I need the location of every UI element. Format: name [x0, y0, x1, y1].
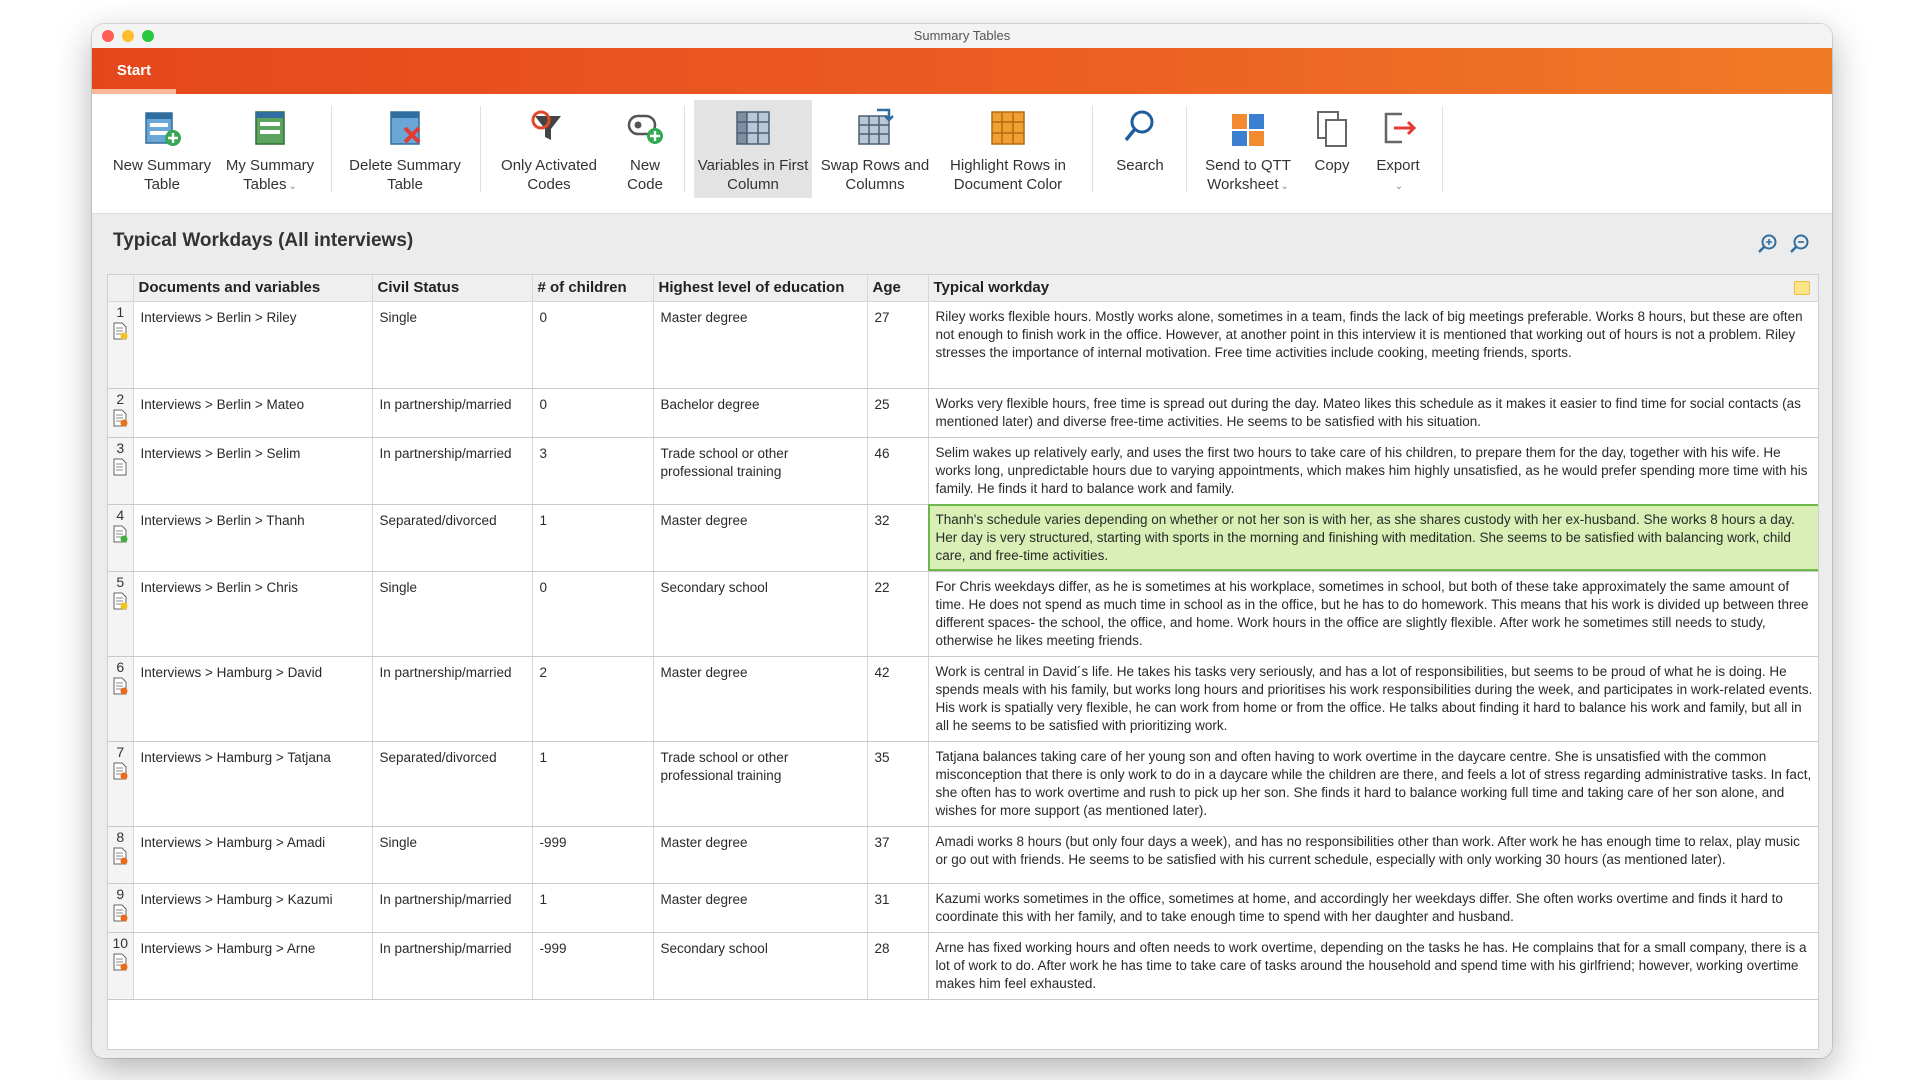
my-summary-tables-text: My Summary Tables — [225, 157, 315, 193]
only-activated-codes-button[interactable] — [490, 100, 608, 198]
document-cell[interactable]: Interviews > Berlin > Thanh — [133, 504, 372, 571]
variables-first-column-button[interactable] — [694, 100, 812, 198]
document-cell[interactable]: Interviews > Berlin > Selim — [133, 437, 372, 504]
my-summary-tables-button[interactable] — [218, 100, 322, 198]
row-number: 7 — [116, 743, 125, 760]
document-cell[interactable]: Interviews > Hamburg > David — [133, 656, 372, 741]
education-cell[interactable]: Trade school or other professional training — [653, 741, 867, 826]
education-cell[interactable]: Trade school or other professional training — [653, 437, 867, 504]
window-title: Summary Tables — [913, 28, 1011, 43]
row-number: 5 — [116, 573, 125, 590]
ribbon-separator — [480, 106, 481, 192]
age-cell[interactable]: 42 — [867, 656, 928, 741]
ribbon-toolbar — [92, 94, 1832, 214]
table-body — [108, 301, 1819, 999]
row-number-cell[interactable] — [108, 741, 133, 826]
document-color-dot — [121, 687, 128, 694]
filter-codes-icon — [527, 106, 571, 150]
search-icon — [1118, 106, 1162, 150]
row-number-cell[interactable] — [108, 656, 133, 741]
document-cell[interactable]: Interviews > Hamburg > Kazumi — [133, 883, 372, 932]
age-cell[interactable]: 25 — [867, 388, 928, 437]
my-summary-tables-label — [218, 156, 322, 196]
chevron-down-icon: ⌄ — [1394, 181, 1404, 192]
copy-button[interactable] — [1304, 100, 1360, 198]
header-education[interactable]: Highest level of education — [653, 275, 867, 301]
table-row[interactable] — [108, 437, 1819, 504]
children-cell[interactable]: 3 — [532, 437, 653, 504]
document-color-dot — [121, 332, 128, 339]
ribbon-separator — [1186, 106, 1187, 192]
my-summary-tables-icon — [248, 106, 292, 150]
typical-workday-cell[interactable]: For Chris weekdays differ, as he is sometimes at his workplace, sometimes in school, but both of these take approximately the same amount of time. He does not spend as much time in school as in the office, but he has to do homework. This means that his work is divided up between three different spaces- the school, the office, and home. Work hours in the office are slightly flexible. After work he sometimes still needs to study, otherwise he likes meeting friends. — [928, 571, 1819, 656]
children-cell[interactable]: 0 — [532, 571, 653, 656]
typical-workday-cell[interactable]: Riley works flexible hours. Mostly works alone, sometimes in a team, finds the lack of big meetings preferable. Works 8 hours, but these are often not enough to finish work in the office. However, at another point in this interview it is mentioned that working out of hours is not a problem. Riley stresses the importance of internal motivation. Free time activities include cooking, meeting friends, sports. — [928, 301, 1819, 388]
close-window-button[interactable] — [102, 30, 114, 42]
delete-summary-table-icon — [383, 106, 427, 150]
typical-workday-cell[interactable]: Work is central in David´s life. He takes his tasks very seriously, and has a lot of responsibilities, but seems to be proud of what he is doing. He spends meals with his family, but works long hours and prioritises his work responsibilities during the week, and participates in work-related events. His work is spatially very flexible, he can work from home or from the office. He talks about finding it hard to balance his work and family, but all in all he seems to be satisfied with prioritizing work. — [928, 656, 1819, 741]
row-number: 3 — [116, 439, 125, 456]
document-icon[interactable] — [112, 953, 128, 971]
typical-workday-cell[interactable]: Kazumi works sometimes in the office, sometimes at home, and accordingly her weekdays differ. She often works overtime and finds it hard to coordinate this with her family, and to take enough time to spend with her daughter and husband. — [928, 883, 1819, 932]
send-qtt-text: Send to QTT Worksheet — [1205, 157, 1291, 193]
new-code-button[interactable] — [612, 100, 678, 198]
row-number-cell[interactable] — [108, 883, 133, 932]
age-cell[interactable]: 27 — [867, 301, 928, 388]
typical-workday-cell[interactable]: Amadi works 8 hours (but only four days a week), and has no responsibilities other than work. After work he has enough time to relax, play music or go out with friends. He seems to be satisfied with his current schedule, especially with only working 30 hours (as mentioned later). — [928, 826, 1819, 883]
civil-status-cell[interactable]: In partnership/married — [372, 437, 532, 504]
document-color-dot — [121, 857, 128, 864]
row-number-cell[interactable] — [108, 932, 133, 999]
row-number-cell[interactable] — [108, 504, 133, 571]
document-color-dot — [121, 914, 128, 921]
document-icon[interactable] — [112, 847, 128, 865]
memo-icon[interactable] — [1794, 281, 1810, 295]
summary-table — [107, 274, 1819, 1050]
chevron-down-icon: ⌄ — [288, 181, 297, 192]
header-children[interactable]: # of children — [532, 275, 653, 301]
only-activated-codes-label: Only Activated Codes — [501, 157, 597, 193]
document-cell[interactable]: Interviews > Berlin > Chris — [133, 571, 372, 656]
education-cell[interactable]: Master degree — [653, 883, 867, 932]
variables-first-column-label: Variables in First Column — [697, 157, 809, 193]
page-title: Typical Workdays (All interviews) — [113, 230, 414, 251]
document-icon[interactable] — [112, 677, 128, 695]
table-row[interactable] — [108, 741, 1819, 826]
ribbon-separator — [331, 106, 332, 192]
document-color-dot — [121, 963, 128, 970]
swap-icon — [853, 106, 897, 150]
civil-status-cell[interactable]: Separated/divorced — [372, 504, 532, 571]
civil-status-cell[interactable]: In partnership/married — [372, 388, 532, 437]
highlight-grid-icon — [986, 106, 1030, 150]
send-qtt-button[interactable] — [1196, 100, 1300, 198]
document-color-dot — [121, 772, 128, 779]
search-label: Search — [1116, 157, 1164, 174]
education-cell[interactable]: Master degree — [653, 656, 867, 741]
civil-status-cell[interactable]: In partnership/married — [372, 932, 532, 999]
education-cell[interactable]: Secondary school — [653, 571, 867, 656]
row-number-cell[interactable] — [108, 826, 133, 883]
new-summary-table-icon — [140, 106, 184, 150]
search-button[interactable] — [1102, 100, 1178, 198]
table-header-row — [108, 275, 1819, 301]
children-cell[interactable]: 1 — [532, 504, 653, 571]
civil-status-cell[interactable]: Single — [372, 571, 532, 656]
highlight-rows-label: Highlight Rows in Document Color — [950, 157, 1066, 193]
education-cell[interactable]: Master degree — [653, 504, 867, 571]
children-cell[interactable]: 1 — [532, 741, 653, 826]
document-cell[interactable]: Interviews > Berlin > Riley — [133, 301, 372, 388]
row-number: 6 — [116, 658, 125, 675]
children-cell[interactable]: -999 — [532, 826, 653, 883]
civil-status-cell[interactable]: Single — [372, 301, 532, 388]
app-window — [92, 24, 1832, 1058]
children-cell[interactable]: 2 — [532, 656, 653, 741]
export-button[interactable] — [1364, 100, 1432, 198]
swap-rows-columns-button[interactable] — [816, 100, 934, 198]
grid-variables-icon — [731, 106, 775, 150]
document-icon[interactable] — [112, 322, 128, 340]
zoom-in-icon[interactable] — [1756, 232, 1780, 256]
typical-workday-cell[interactable]: Arne has fixed working hours and often needs to work overtime, depending on the tasks he has. He complains that for a small company, there is a lot of work to do. After work he has time to take care of tasks around the household and spend time with his girlfriend; however, working overtime makes him feel exhausted. — [928, 932, 1819, 999]
civil-status-cell[interactable]: In partnership/married — [372, 883, 532, 932]
typical-workday-cell[interactable]: Thanh's schedule varies depending on whether or not her son is with her, as she shares custody with her ex-husband. She works 8 hours a day. Her day is very structured, starting with sports in the morning and finishing with meditation. She seems to be satisfied with balancing work, child care, and free-time activities. — [928, 504, 1819, 571]
table-row[interactable] — [108, 656, 1819, 741]
document-icon[interactable] — [112, 458, 128, 476]
children-cell[interactable]: 0 — [532, 301, 653, 388]
age-cell[interactable]: 22 — [867, 571, 928, 656]
row-number-cell[interactable] — [108, 388, 133, 437]
ribbon-separator — [684, 106, 685, 192]
education-cell[interactable]: Master degree — [653, 826, 867, 883]
age-cell[interactable]: 35 — [867, 741, 928, 826]
copy-icon — [1310, 106, 1354, 150]
document-color-dot — [121, 419, 128, 426]
new-summary-table-button[interactable] — [108, 100, 216, 198]
row-number: 8 — [116, 828, 125, 845]
delete-summary-table-button[interactable] — [340, 100, 470, 198]
header-row-number — [108, 275, 133, 301]
age-cell[interactable]: 31 — [867, 883, 928, 932]
document-icon[interactable] — [112, 904, 128, 922]
delete-summary-table-label: Delete Summary Table — [349, 157, 461, 193]
export-icon — [1376, 106, 1420, 150]
children-cell[interactable]: 1 — [532, 883, 653, 932]
send-qtt-label — [1196, 156, 1300, 196]
table-row[interactable] — [108, 504, 1819, 571]
table-row[interactable] — [108, 826, 1819, 883]
summary-grid — [108, 275, 1819, 1000]
ribbon-separator — [1092, 106, 1093, 192]
copy-label: Copy — [1314, 157, 1350, 174]
zoom-out-icon[interactable] — [1788, 232, 1812, 256]
table-row[interactable] — [108, 932, 1819, 999]
row-number: 2 — [116, 390, 125, 407]
typical-workday-cell[interactable]: Selim wakes up relatively early, and uses the first two hours to take care of his children, to prepare them for the day, together with his wife. He works long, unpredictable hours due to varying appointments, which makes him highly unsatisfied, as he would prefer spending more time with his family. He finds it hard to balance work and family. — [928, 437, 1819, 504]
document-icon[interactable] — [112, 409, 128, 427]
zoom-window-button[interactable] — [142, 30, 154, 42]
row-number: 9 — [116, 885, 125, 902]
row-number-cell[interactable] — [108, 437, 133, 504]
education-cell[interactable]: Bachelor degree — [653, 388, 867, 437]
civil-status-cell[interactable]: Single — [372, 826, 532, 883]
typical-workday-cell[interactable]: Tatjana balances taking care of her young son and often having to work overtime in the daycare centre. She is unsatisfied with the common misconception that there is only work to do in a daycare while the children are there, and feels a lot of stress regarding administrative tasks. In fact, she often has to work overtime and rush to pick up her son. She finds it hard to balance working full time and taking care of her son alone, and wishes for more support (as mentioned later). — [928, 741, 1819, 826]
education-cell[interactable]: Master degree — [653, 301, 867, 388]
new-code-icon — [623, 106, 667, 150]
document-color-dot — [121, 535, 128, 542]
row-number-cell[interactable] — [108, 571, 133, 656]
civil-status-cell[interactable]: Separated/divorced — [372, 741, 532, 826]
header-civil-status[interactable]: Civil Status — [372, 275, 532, 301]
new-summary-table-label: New Summary Table — [112, 157, 212, 193]
window-controls — [102, 30, 154, 42]
age-cell[interactable]: 32 — [867, 504, 928, 571]
row-number: 1 — [116, 303, 125, 320]
document-icon[interactable] — [112, 592, 128, 610]
civil-status-cell[interactable]: In partnership/married — [372, 656, 532, 741]
export-text: Export — [1376, 157, 1420, 174]
highlight-rows-button[interactable] — [938, 100, 1078, 198]
row-number: 4 — [116, 506, 125, 523]
table-row[interactable] — [108, 571, 1819, 656]
minimize-window-button[interactable] — [122, 30, 134, 42]
header-age[interactable]: Age — [867, 275, 928, 301]
typical-workday-cell[interactable]: Works very flexible hours, free time is spread out during the day. Mateo likes this schedule as it makes it easier to find time for social contacts (as mentioned later) and diverse free-time activities. He seems to be satisfied with his situation. — [928, 388, 1819, 437]
age-cell[interactable]: 46 — [867, 437, 928, 504]
header-typical-workday[interactable]: Typical workday — [928, 275, 1819, 301]
age-cell[interactable]: 28 — [867, 932, 928, 999]
table-row[interactable] — [108, 301, 1819, 388]
education-cell[interactable]: Secondary school — [653, 932, 867, 999]
chevron-down-icon: ⌄ — [1280, 181, 1289, 192]
row-number-cell[interactable] — [108, 301, 133, 388]
export-label — [1364, 156, 1432, 196]
document-icon[interactable] — [112, 762, 128, 780]
new-code-label: New Code — [627, 157, 663, 193]
tab-start[interactable]: Start — [92, 48, 176, 94]
title-bar — [92, 24, 1832, 48]
table-row[interactable] — [108, 883, 1819, 932]
header-documents[interactable]: Documents and variables — [133, 275, 372, 301]
document-cell[interactable]: Interviews > Berlin > Mateo — [133, 388, 372, 437]
document-cell[interactable]: Interviews > Hamburg > Arne — [133, 932, 372, 999]
children-cell[interactable]: 0 — [532, 388, 653, 437]
children-cell[interactable]: -999 — [532, 932, 653, 999]
swap-rows-columns-label: Swap Rows and Columns — [820, 157, 930, 193]
content-area — [92, 214, 1832, 1058]
qtt-puzzle-icon — [1226, 106, 1270, 150]
document-icon[interactable] — [112, 525, 128, 543]
ribbon-tab-strip — [92, 48, 1832, 94]
ribbon-separator — [1442, 106, 1443, 192]
document-cell[interactable]: Interviews > Hamburg > Amadi — [133, 826, 372, 883]
age-cell[interactable]: 37 — [867, 826, 928, 883]
document-color-dot — [121, 602, 128, 609]
table-row[interactable] — [108, 388, 1819, 437]
row-number: 10 — [112, 934, 129, 951]
document-cell[interactable]: Interviews > Hamburg > Tatjana — [133, 741, 372, 826]
